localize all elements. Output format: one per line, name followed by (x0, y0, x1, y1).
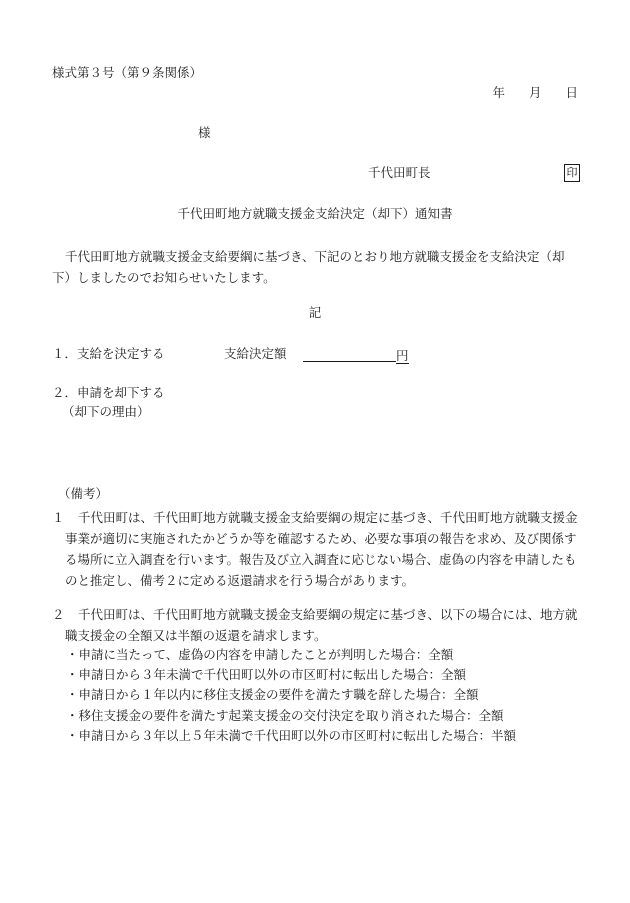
seal-mark: 印 (564, 164, 580, 182)
rejection-reason-label: （却下の理由） (62, 404, 150, 419)
list-item: ・移住支援金の要件を満たす起業支援金の交付決定を取り消された場合：全額 (66, 707, 504, 723)
document-title: 千代田町地方就職支援金支給決定（却下）通知書 (177, 206, 453, 221)
amount-blank[interactable] (303, 348, 396, 362)
list-item: ・申請日から３年以上５年未満で千代田町以外の市区町村に転出した場合：半額 (66, 727, 517, 743)
remark-2 (52, 604, 588, 646)
amount-unit: 円 (396, 347, 409, 363)
remark-2-text: 千代田町は、千代田町地方就職支援金支給要綱の規定に基づき、以下の場合には、地方就職支援金の全額又は半額の返還を請求します。 (65, 607, 578, 643)
item1-label: １．支給を決定する (52, 346, 165, 361)
amount-label: 支給決定額 (224, 346, 287, 361)
remark-2-number: ２ (52, 607, 65, 622)
amount-field[interactable] (303, 348, 409, 362)
refund-conditions-list (66, 645, 516, 746)
issuer-name: 千代田町長 (368, 165, 431, 180)
date-year-label: 年 (492, 85, 505, 100)
remark-1 (52, 507, 588, 591)
remark-1-number: １ (52, 510, 65, 525)
list-item: ・申請に当たって、虚偽の内容を申請したことが判明した場合：全額 (66, 647, 454, 662)
list-item: ・申請日から３年未満で千代田町以外の市区町村に転出した場合：全額 (66, 667, 467, 683)
date-month-label: 月 (528, 85, 542, 100)
list-item: ・申請日から１年以内に移住支援金の要件を満たす職を辞した場合：全額 (66, 687, 479, 703)
form-number: 様式第３号（第９条関係） (52, 65, 203, 80)
remarks-heading: （備考） (58, 486, 109, 501)
intro-paragraph: 千代田町地方就職支援金支給要綱に基づき、下記のとおり地方就職支援金を支給決定（却下）しましたのでお知らせいたします。 (52, 249, 565, 285)
ki-heading: 記 (308, 305, 322, 320)
date-line (492, 87, 578, 100)
addressee-suffix: 様 (198, 125, 211, 140)
date-day-label: 日 (565, 85, 578, 100)
remark-1-text: 千代田町は、千代田町地方就職支援金支給要綱の規定に基づき、千代田町地方就職支援金事業が適切に実施されたかどうか等を確認するため、必要な事項の報告を求め、及び関係する場所に立入調査を行います。報告及び立入調査に応じない場合、虚偽の内容を申請したものと推定し、備考２に定める返還請求を行う場合があります。 (65, 510, 578, 588)
item2-label: ２．申請を却下する (52, 385, 165, 400)
